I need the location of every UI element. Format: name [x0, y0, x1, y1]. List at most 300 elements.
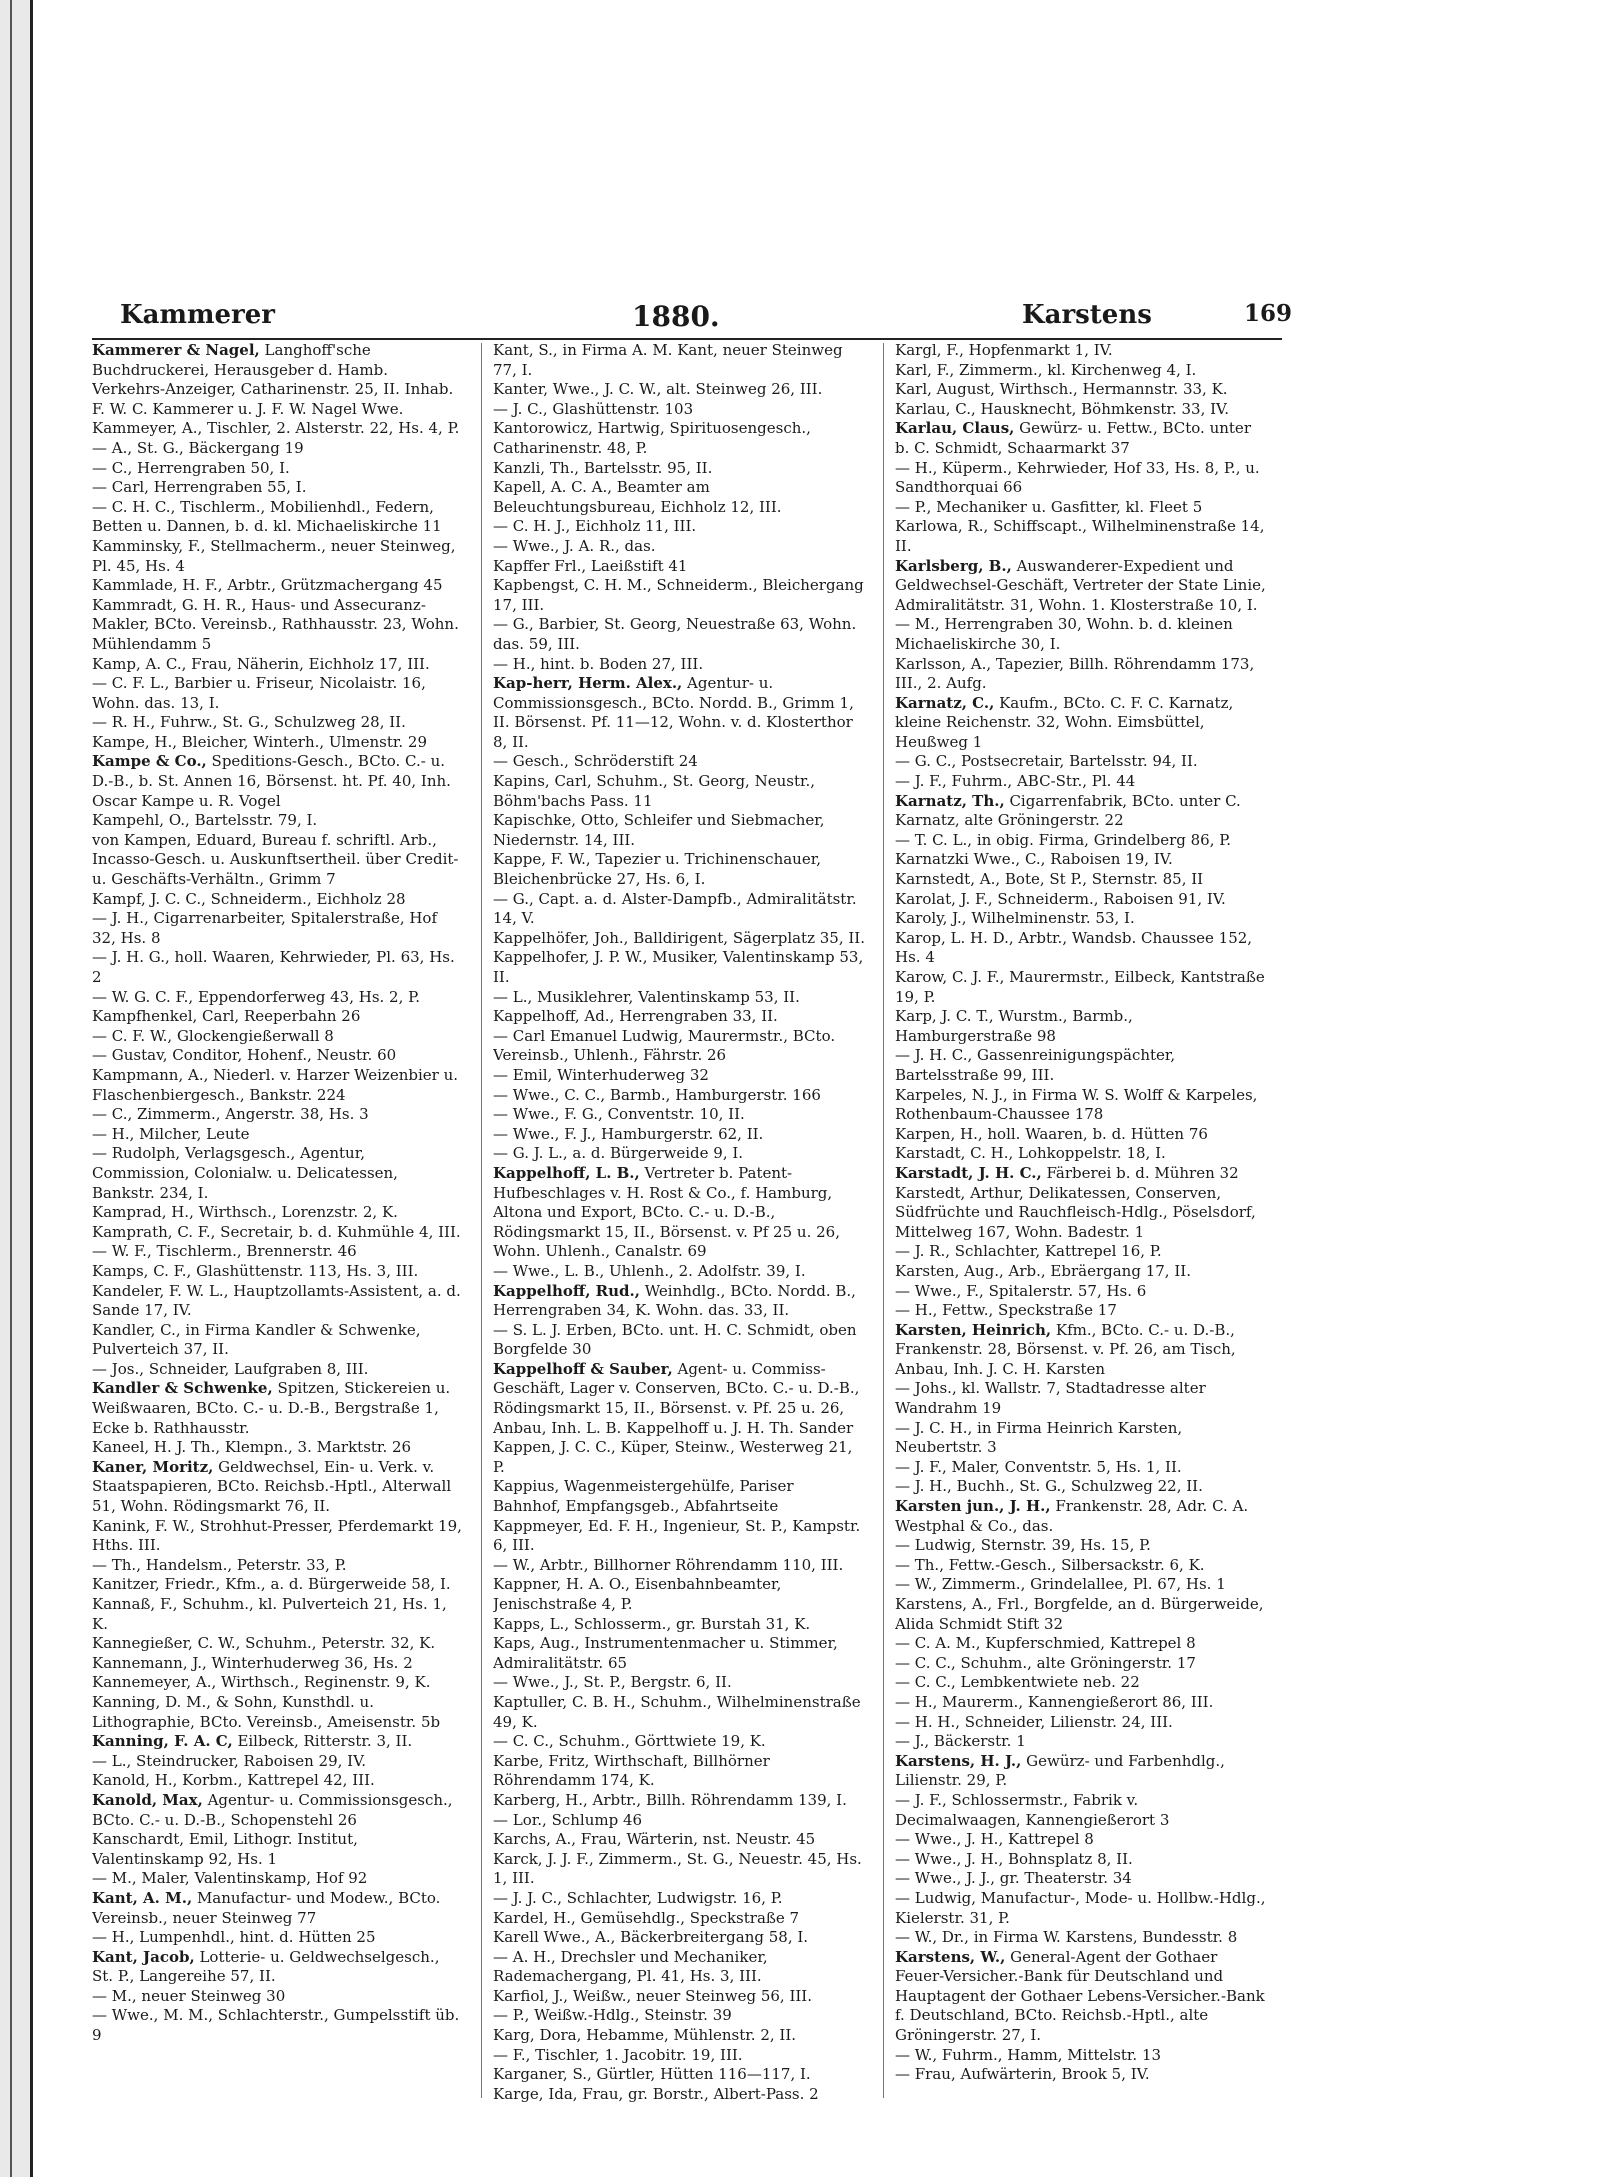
directory-entry — [92, 498, 464, 537]
entry-details: Agent- u. Commiss-Geschäft, Lager v. Conserven, BCto. C.- u. D.-B., Rödingsmarkt 15, II., Börsenst. v. Pf. 25 u. 26, Anbau, Inh. L. B. Kappelhoff u. J. H. Th. Sander — [493, 1359, 860, 1437]
entry-details: Kanink, F. W., Strohhut-Presser, Pferdemarkt 19, Hths. III. — [92, 1516, 462, 1555]
directory-entry — [92, 419, 464, 439]
directory-entry — [895, 1184, 1267, 1243]
entry-details: Karpen, H., holl. Waaren, b. d. Hütten 76 — [895, 1124, 1208, 1143]
entry-details: — J. H., Buchh., St. G., Schulzweg 22, II. — [895, 1477, 1203, 1496]
directory-entry — [493, 1732, 865, 1752]
directory-entry — [92, 1438, 464, 1458]
directory-entry — [92, 478, 464, 498]
directory-entry — [493, 2026, 865, 2046]
entry-details: — C. H. C., Tischlerm., Mobilienhdl., Federn, Betten u. Dannen, b. d. kl. Michaeliskirche 11 — [92, 497, 442, 536]
entry-details: Kapins, Carl, Schuhm., St. Georg, Neustr., Böhm'bachs Pass. 11 — [493, 772, 816, 810]
directory-entry — [895, 1125, 1267, 1145]
column-divider — [481, 343, 482, 2098]
directory-entry — [92, 1948, 464, 1987]
entry-details: — G. J. L., a. d. Bürgerweide 9, I. — [493, 1144, 744, 1163]
entry-name: Kant, A. M., — [92, 1888, 193, 1907]
entry-details: Karpeles, N. J., in Firma W. S. Wolff & Karpeles, Rothenbaum-Chaussee 178 — [895, 1085, 1258, 1124]
directory-entry — [895, 1242, 1267, 1262]
running-head-right: Karstens — [1022, 300, 1152, 330]
entry-details: Kanzli, Th., Bartelsstr. 95, II. — [493, 458, 713, 477]
directory-entry — [92, 1654, 464, 1674]
directory-entry — [895, 1458, 1267, 1478]
entry-details: — L., Musiklehrer, Valentinskamp 53, II. — [493, 987, 800, 1006]
directory-entry — [493, 1164, 865, 1262]
entry-details: Karbe, Fritz, Wirthschaft, Billhörner Röhrendamm 174, K. — [493, 1751, 770, 1790]
entry-details: — Jos., Schneider, Laufgraben 8, III. — [92, 1359, 369, 1378]
directory-entry — [895, 1086, 1267, 1125]
entry-details: — C. C., Schuhm., Görttwiete 19, K. — [493, 1732, 766, 1751]
entry-details: — Ludwig, Manufactur-, Mode- u. Hollbw.-Hdlg., Kielerstr. 31, P. — [895, 1888, 1266, 1927]
directory-column-1 — [92, 341, 464, 2111]
entry-details: Kampf, J. C. C., Schneiderm., Eichholz 28 — [92, 889, 406, 908]
directory-entry — [92, 1066, 464, 1105]
entry-details: Kandler, C., in Firma Kandler & Schwenke, Pulverteich 37, II. — [92, 1320, 421, 1359]
entry-details: — H., Maurerm., Kannengießerort 86, III. — [895, 1692, 1214, 1711]
entry-details: Karoly, J., Wilhelminenstr. 53, I. — [895, 909, 1135, 928]
entry-details: Manufactur- und Modew., BCto. Vereinsb., neuer Steinweg 77 — [92, 1888, 441, 1927]
entry-details: — W., Fuhrm., Hamm, Mittelstr. 13 — [895, 2045, 1162, 2064]
directory-entry — [895, 655, 1267, 694]
entry-details: — Wwe., F. G., Conventstr. 10, II. — [493, 1105, 745, 1124]
directory-entry — [493, 1909, 865, 1929]
directory-entry — [895, 1144, 1267, 1164]
directory-entry — [493, 1575, 865, 1614]
entry-name: Kammerer & Nagel, — [92, 341, 260, 359]
directory-entry — [895, 1379, 1267, 1418]
entry-details: Kappius, Wagenmeistergehülfe, Pariser Bahnhof, Empfangsgeb., Abfahrtseite — [493, 1477, 794, 1516]
directory-entry — [493, 1105, 865, 1125]
entry-details: Kampe, H., Bleicher, Winterh., Ulmenstr. 29 — [92, 732, 427, 751]
directory-entry — [493, 2065, 865, 2085]
directory-entry — [493, 1517, 865, 1556]
entry-details: Kfm., BCto. C.- u. D.-B., Frankenstr. 28, Börsenst. v. Pf. 26, am Tisch, Anbau, Inh. J. C. H. Karsten — [895, 1320, 1236, 1378]
directory-entry — [895, 1497, 1267, 1536]
entry-details: Kamp, A. C., Frau, Näherin, Eichholz 17, III. — [92, 654, 430, 673]
entry-details: Kapbengst, C. H. M., Schneiderm., Bleichergang 17, III. — [493, 576, 864, 614]
entry-details: — C. C., Lembkentwiete neb. 22 — [895, 1673, 1140, 1692]
directory-entry — [895, 517, 1267, 556]
entry-details: Kanter, Wwe., J. C. W., alt. Steinweg 26, III. — [493, 380, 823, 399]
directory-entry — [493, 1086, 865, 1106]
directory-entry — [895, 1595, 1267, 1634]
entry-details: Frankenstr. 28, Adr. C. A. Westphal & Co., das. — [895, 1497, 1249, 1535]
directory-entry — [92, 1125, 464, 1145]
directory-entry — [895, 1889, 1267, 1928]
directory-entry — [895, 929, 1267, 968]
entry-details: — C., Zimmerm., Angerstr. 38, Hs. 3 — [92, 1105, 369, 1124]
entry-details: Kargl, F., Hopfenmarkt 1, IV. — [895, 341, 1113, 359]
entry-details: Vertreter b. Patent-Hufbeschlages v. H. Rost & Co., f. Hamburg, Altona und Export, BCto. C.- u. D.-B., Rödingsmarkt 15, II., Börsenst. v. Pf 25 u. 26, Wohn. Uhlenh., Canalstr. 69 — [493, 1163, 840, 1261]
entry-details: — Carl Emanuel Ludwig, Maurermstr., BCto. Vereinsb., Uhlenh., Fährstr. 26 — [493, 1026, 836, 1065]
entry-details: Karop, L. H. D., Arbtr., Wandsb. Chaussee 152, Hs. 4 — [895, 928, 1253, 967]
entry-details: Kamminsky, F., Stellmacherm., neuer Steinweg, Pl. 45, Hs. 4 — [92, 536, 456, 575]
entry-details: Kanitzer, Friedr., Kfm., a. d. Bürgerweide 58, I. — [92, 1575, 451, 1594]
entry-details: Kappe, F. W., Tapezier u. Trichinenschauer, Bleichenbrücke 27, Hs. 6, I. — [493, 850, 822, 889]
directory-entry — [493, 1693, 865, 1732]
entry-details: Karstedt, Arthur, Delikatessen, Conserven, Südfrüchte und Rauchfleisch-Hdlg., Pöselsdorf, Mittelweg 167, Wohn. Badestr. 1 — [895, 1183, 1256, 1241]
directory-entry — [895, 2065, 1267, 2085]
entry-details: — C. F. W., Glockengießerwall 8 — [92, 1026, 334, 1045]
entry-details: — Emil, Winterhuderweg 32 — [493, 1065, 709, 1084]
entry-details: Kanning, D. M., & Sohn, Kunsthdl. u. Lithographie, BCto. Vereinsb., Ameisenstr. 5b — [92, 1692, 441, 1731]
directory-entry — [493, 929, 865, 949]
directory-entry — [493, 1791, 865, 1811]
directory-entry — [895, 1477, 1267, 1497]
entry-details: — Carl, Herrengraben 55, I. — [92, 478, 307, 497]
directory-entry — [92, 1203, 464, 1223]
entry-details: Karganer, S., Gürtler, Hütten 116—117, I. — [493, 2065, 811, 2084]
directory-entry — [895, 1164, 1267, 1184]
directory-entry — [92, 1791, 464, 1830]
entry-name: Karlsberg, B., — [895, 556, 1012, 575]
directory-entry — [895, 361, 1267, 381]
directory-entry — [493, 459, 865, 479]
entry-details: Geldwechsel, Ein- u. Verk. v. Staatspapieren, BCto. Reichsb.-Hptl., Alterwall 51, Wohn. Rödingsmarkt 76, II. — [92, 1457, 452, 1516]
column-divider — [883, 343, 884, 2098]
entry-details: Kandeler, F. W. L., Hauptzollamts-Assistent, a. d. Sande 17, IV. — [92, 1281, 461, 1320]
entry-details: — W. F., Tischlerm., Brennerstr. 46 — [92, 1242, 357, 1261]
directory-entry — [493, 1282, 865, 1321]
directory-entry — [493, 1615, 865, 1635]
entry-details: — M., neuer Steinweg 30 — [92, 1986, 286, 2005]
entry-details: — Wwe., F., Spitalerstr. 57, Hs. 6 — [895, 1281, 1147, 1300]
directory-entry — [92, 1360, 464, 1380]
directory-entry — [493, 811, 865, 850]
directory-entry — [493, 400, 865, 420]
directory-entry — [895, 1007, 1267, 1046]
running-head-year: 1880. — [632, 300, 720, 333]
entry-name: Karstadt, J. H. C., — [895, 1163, 1042, 1182]
directory-entry — [493, 419, 865, 458]
entry-details: Karell Wwe., A., Bäckerbreitergang 58, I. — [493, 1928, 809, 1947]
entry-details: Färberei b. d. Mühren 32 — [1041, 1163, 1239, 1182]
entry-details: — J. H. G., holl. Waaren, Kehrwieder, Pl. 63, Hs. 2 — [92, 948, 455, 986]
entry-details: Karl, August, Wirthsch., Hermannstr. 33, K. — [895, 380, 1228, 399]
entry-details: — H., hint. b. Boden 27, III. — [493, 654, 704, 673]
entry-details: — Gesch., Schröderstift 24 — [493, 752, 698, 771]
entry-details: Kammradt, G. H. R., Haus- und Assecuranz-Makler, BCto. Vereinsb., Rathhausstr. 23, Wohn. Mühlendamm 5 — [92, 595, 459, 653]
directory-entry — [895, 1575, 1267, 1595]
entry-details: Kappelhöfer, Joh., Balldirigent, Sägerplatz 35, II. — [493, 928, 865, 947]
directory-entry — [92, 576, 464, 596]
entry-details: Kanold, H., Korbm., Kattrepel 42, III. — [92, 1771, 375, 1790]
directory-entry — [92, 1987, 464, 2007]
directory-entry — [493, 1360, 865, 1438]
entry-details: Kapps, L., Schlosserm., gr. Burstah 31, K. — [493, 1614, 811, 1633]
entry-details: — P., Weißw.-Hdlg., Steinstr. 39 — [493, 2006, 732, 2025]
directory-entry — [493, 1752, 865, 1791]
directory-entry — [895, 459, 1267, 498]
directory-entry — [92, 655, 464, 675]
directory-entry — [92, 1379, 464, 1438]
book-spine-edge — [0, 0, 33, 2177]
entry-name: Kampe & Co., — [92, 752, 207, 771]
entry-details: — J. R., Schlachter, Kattrepel 16, P. — [895, 1242, 1162, 1261]
directory-entry — [92, 1575, 464, 1595]
directory-entry — [92, 596, 464, 655]
directory-entry — [493, 988, 865, 1008]
directory-entry — [92, 1321, 464, 1360]
entry-details: — R. H., Fuhrw., St. G., Schulzweg 28, II. — [92, 713, 406, 732]
directory-entry — [493, 576, 865, 615]
directory-entry — [493, 655, 865, 675]
directory-column-3 — [895, 341, 1267, 2111]
entry-details: — M., Maler, Valentinskamp, Hof 92 — [92, 1869, 368, 1888]
entry-details: — Wwe., J. H., Bohnsplatz 8, II. — [895, 1849, 1133, 1868]
directory-entry — [895, 890, 1267, 910]
directory-entry — [92, 1771, 464, 1791]
directory-entry — [493, 1850, 865, 1889]
entry-details: Kampehl, O., Bartelsstr. 79, I. — [92, 811, 318, 830]
entry-details: — C. A. M., Kupferschmied, Kattrepel 8 — [895, 1634, 1196, 1653]
directory-entry — [493, 380, 865, 400]
directory-entry — [493, 1027, 865, 1066]
entry-details: — W., Arbtr., Billhorner Röhrendamm 110, III. — [493, 1555, 844, 1574]
directory-entry — [895, 1791, 1267, 1830]
directory-entry — [895, 1262, 1267, 1282]
directory-entry — [92, 1869, 464, 1889]
directory-entry — [493, 1811, 865, 1831]
directory-entry — [895, 1830, 1267, 1850]
entry-details: — Wwe., F. J., Hamburgerstr. 62, II. — [493, 1124, 764, 1143]
directory-entry — [493, 948, 865, 987]
directory-entry — [92, 1928, 464, 1948]
entry-details: Kaptuller, C. B. H., Schuhm., Wilhelminenstraße 49, K. — [493, 1692, 861, 1731]
entry-details: — Th., Fettw.-Gesch., Silbersackstr. 6, K. — [895, 1555, 1205, 1574]
directory-entry — [493, 2046, 865, 2066]
entry-details: — J. C., Glashüttenstr. 103 — [493, 399, 694, 418]
entry-details: Agentur- u. Commissionsgesch., BCto. C.- u. D.-B., Schopenstehl 26 — [92, 1790, 453, 1829]
page-header — [92, 300, 1293, 340]
entry-details: — Wwe., J. H., Kattrepel 8 — [895, 1830, 1094, 1849]
entry-name: Kandler & Schwenke, — [92, 1379, 273, 1398]
directory-entry — [493, 772, 865, 811]
directory-entry — [895, 792, 1267, 831]
directory-entry — [92, 459, 464, 479]
entry-details: Kappelhofer, J. P. W., Musiker, Valentinskamp 53, II. — [493, 948, 864, 986]
entry-details: — Wwe., L. B., Uhlenh., 2. Adolfstr. 39, I. — [493, 1261, 806, 1280]
directory-entry — [895, 909, 1267, 929]
directory-entry — [895, 380, 1267, 400]
entry-details: von Kampen, Eduard, Bureau f. schriftl. Arb., Incasso-Gesch. u. Auskunftsertheil. über Credit- u. Geschäfts-Verhältn., Grimm 7 — [92, 830, 459, 889]
directory-entry — [895, 1301, 1267, 1321]
entry-details: — L., Steindrucker, Raboisen 29, IV. — [92, 1751, 367, 1770]
directory-entry — [493, 752, 865, 772]
entry-name: Kap-herr, Herm. Alex., — [493, 674, 683, 693]
directory-entry — [895, 615, 1267, 654]
entry-details: Agentur- u. Commissionsgesch., BCto. Nordd. B., Grimm 1, II. Börsenst. Pf. 11—12, Wohn. v. d. Klosterthor 8, II. — [493, 674, 854, 751]
entry-details: — Ludwig, Sternstr. 39, Hs. 15, P. — [895, 1536, 1151, 1555]
directory-entry — [493, 1007, 865, 1027]
entry-details: Karlau, C., Hausknecht, Böhmkenstr. 33, IV. — [895, 399, 1230, 418]
entry-details: — C., Herrengraben 50, I. — [92, 458, 290, 477]
directory-entry — [92, 948, 464, 987]
directory-entry — [92, 439, 464, 459]
directory-entry — [895, 831, 1267, 851]
entry-name: Kanning, F. A. C, — [92, 1732, 233, 1751]
entry-details: — J. H., Cigarrenarbeiter, Spitalerstraße, Hof 32, Hs. 8 — [92, 909, 438, 947]
entry-details: Cigarrenfabrik, BCto. unter C. Karnatz, alte Gröningerstr. 22 — [895, 791, 1241, 830]
entry-details: — A. H., Drechsler und Mechaniker, Rademachergang, Pl. 41, Hs. 3, III. — [493, 1947, 768, 1986]
entry-details: Kantorowicz, Hartwig, Spirituosengesch., Catharinenstr. 48, P. — [493, 419, 811, 457]
directory-entry — [895, 772, 1267, 792]
entry-name: Karstens, W., — [895, 1947, 1006, 1966]
directory-entry — [895, 870, 1267, 890]
directory-entry — [92, 1752, 464, 1772]
entry-details: — H. H., Schneider, Lilienstr. 24, III. — [895, 1712, 1173, 1731]
entry-details: Speditions-Gesch., BCto. C.- u. D.-B., b. St. Annen 16, Börsenst. ht. Pf. 40, Inh. Oscar Kampe u. R. Vogel — [92, 752, 451, 810]
directory-entry — [493, 2006, 865, 2026]
entry-details: Karsten, Aug., Arb., Ebräergang 17, II. — [895, 1261, 1191, 1280]
entry-details: Eilbeck, Ritterstr. 3, II. — [232, 1732, 413, 1751]
directory-entry — [92, 831, 464, 890]
entry-details: — Frau, Aufwärterin, Brook 5, IV. — [895, 2065, 1150, 2084]
entry-details: Kappner, H. A. O., Eisenbahnbeamter, Jenischstraße 4, P. — [493, 1575, 782, 1613]
directory-entry — [92, 1634, 464, 1654]
page-number: 169 — [1244, 300, 1293, 327]
directory-entry — [92, 890, 464, 910]
entry-details: — W., Dr., in Firma W. Karstens, Bundesstr. 8 — [895, 1928, 1238, 1947]
directory-entry — [92, 341, 464, 419]
entry-details: Lotterie- u. Geldwechselgesch., St. P., Langereihe 57, II. — [92, 1947, 440, 1986]
entry-details: Kampfhenkel, Carl, Reeperbahn 26 — [92, 1007, 361, 1026]
entry-name: Karstens, H. J., — [895, 1751, 1022, 1770]
entry-details: Karge, Ida, Frau, gr. Borstr., Albert-Pass. 2 — [493, 2084, 819, 2103]
directory-entry — [493, 1634, 865, 1673]
entry-details: Kaps, Aug., Instrumentenmacher u. Stimmer, Admiralitätstr. 65 — [493, 1634, 838, 1672]
directory-entry — [92, 713, 464, 733]
entry-details: Karchs, A., Frau, Wärterin, nst. Neustr. 45 — [493, 1830, 816, 1849]
entry-details: — C. H. J., Eichholz 11, III. — [493, 517, 697, 536]
directory-entry — [493, 1262, 865, 1282]
directory-entry — [895, 1321, 1267, 1380]
directory-entry — [895, 968, 1267, 1007]
directory-entry — [92, 733, 464, 753]
entry-details: — Wwe., J., St. P., Bergstr. 6, II. — [493, 1673, 732, 1692]
directory-entry — [493, 1948, 865, 1987]
directory-entry — [895, 557, 1267, 616]
directory-entry — [493, 1438, 865, 1477]
entry-details: Kannemeyer, A., Wirthsch., Reginenstr. 9, K. — [92, 1673, 431, 1692]
directory-entry — [493, 341, 865, 380]
entry-details: Karnstedt, A., Bote, St P., Sternstr. 85, II — [895, 870, 1204, 889]
directory-entry — [493, 557, 865, 577]
entry-details: — Wwe., J. J., gr. Theaterstr. 34 — [895, 1869, 1132, 1888]
entry-details: Langhoff'sche Buchdruckerei, Herausgeber d. Hamb. Verkehrs-Anzeiger, Catharinenstr. 25, II. Inhab. F. W. C. Kammerer u. J. F. W. Nagel Wwe. — [92, 341, 454, 418]
directory-entry — [92, 1262, 464, 1282]
entry-details: — T. C. L., in obig. Firma, Grindelberg 86, P. — [895, 830, 1232, 849]
entry-details: Karolat, J. F., Schneiderm., Raboisen 91, IV. — [895, 889, 1226, 908]
directory-entry — [493, 1830, 865, 1850]
directory-entry — [493, 537, 865, 557]
directory-entry — [92, 1105, 464, 1125]
entry-details: Gewürz- u. Fettw., BCto. unter b. C. Schmidt, Schaarmarkt 37 — [895, 419, 1251, 457]
entry-details: Kappen, J. C. C., Küper, Steinw., Westerweg 21, P. — [493, 1438, 853, 1476]
entry-name: Kant, Jacob, — [92, 1947, 195, 1966]
entry-details: Auswanderer-Expedient und Geldwechsel-Geschäft, Vertreter der State Linie, Admiralitätstr. 31, Wohn. 1. Klosterstraße 10, I. — [895, 556, 1266, 614]
entry-details: Kappelhoff, Ad., Herrengraben 33, II. — [493, 1007, 778, 1026]
entry-name: Kappelhoff, Rud., — [493, 1281, 640, 1300]
entry-details: — H., Fettw., Speckstraße 17 — [895, 1301, 1117, 1320]
entry-details: Karfiol, J., Weißw., neuer Steinweg 56, III. — [493, 1986, 812, 2005]
entry-details: Kanschardt, Emil, Lithogr. Institut, Valentinskamp 92, Hs. 1 — [92, 1830, 358, 1868]
directory-entry — [92, 1282, 464, 1321]
entry-details: — S. L. J. Erben, BCto. unt. H. C. Schmidt, oben Borgfelde 30 — [493, 1320, 857, 1359]
directory-entry — [895, 1713, 1267, 1733]
directory-entry — [92, 1693, 464, 1732]
entry-details: — H., Küperm., Kehrwieder, Hof 33, Hs. 8, P., u. Sandthorquai 66 — [895, 458, 1260, 497]
directory-entry — [92, 2006, 464, 2045]
entry-details: — Wwe., J. A. R., das. — [493, 536, 656, 555]
entry-details: Kannegießer, C. W., Schuhm., Peterstr. 32, K. — [92, 1634, 436, 1653]
directory-entry — [92, 674, 464, 713]
entry-details: Kannaß, F., Schuhm., kl. Pulverteich 21, Hs. 1, K. — [92, 1595, 447, 1633]
entry-name: Karlau, Claus, — [895, 419, 1015, 438]
entry-details: Kamprath, C. F., Secretair, b. d. Kuhmühle 4, III. — [92, 1222, 461, 1241]
entry-details: Kamprad, H., Wirthsch., Lorenzstr. 2, K. — [92, 1203, 398, 1222]
entry-details: — C. C., Schuhm., alte Gröningerstr. 17 — [895, 1653, 1196, 1672]
entry-details: Karberg, H., Arbtr., Billh. Röhrendamm 139, I. — [493, 1790, 847, 1809]
directory-entry — [895, 1948, 1267, 2046]
entry-details: — H., Milcher, Leute — [92, 1124, 250, 1143]
entry-details: Karnatzki Wwe., C., Raboisen 19, IV. — [895, 850, 1173, 869]
entry-details: Kamps, C. F., Glashüttenstr. 113, Hs. 3, III. — [92, 1261, 419, 1280]
entry-details: Karlsson, A., Tapezier, Billh. Röhrendamm 173, III., 2. Aufg. — [895, 654, 1255, 693]
entry-details: — Gustav, Conditor, Hohenf., Neustr. 60 — [92, 1046, 397, 1065]
entry-details: — J. J. C., Schlachter, Ludwigstr. 16, P. — [493, 1888, 783, 1907]
directory-entry — [895, 1752, 1267, 1791]
directory-entry — [92, 1242, 464, 1262]
directory-entry — [895, 850, 1267, 870]
directory-entry — [92, 1046, 464, 1066]
entry-name: Karsten, Heinrich, — [895, 1320, 1052, 1339]
entry-details: — Lor., Schlump 46 — [493, 1810, 643, 1829]
entry-details: Karstadt, C. H., Lohkoppelstr. 18, I. — [895, 1144, 1166, 1163]
directory-entry — [92, 1732, 464, 1752]
entry-details: — W., Zimmerm., Grindelallee, Pl. 67, Hs. 1 — [895, 1575, 1226, 1594]
entry-details: — J., Bäckerstr. 1 — [895, 1732, 1026, 1751]
directory-entry — [92, 1556, 464, 1576]
entry-details: — J. F., Maler, Conventstr. 5, Hs. 1, II. — [895, 1457, 1182, 1476]
entry-details: — Wwe., C. C., Barmb., Hamburgerstr. 166 — [493, 1085, 821, 1104]
entry-details: Spitzen, Stickereien u. Weißwaaren, BCto. C.- u. D.-B., Bergstraße 1, Ecke b. Rathhausstr. — [92, 1379, 451, 1437]
directory-entry — [895, 1046, 1267, 1085]
entry-details: Kappmeyer, Ed. F. H., Ingenieur, St. P., Kampstr. 6, III. — [493, 1516, 861, 1555]
directory-entry — [493, 1321, 865, 1360]
directory-entry — [493, 615, 865, 654]
entry-name: Kappelhoff & Sauber, — [493, 1359, 673, 1378]
directory-entry — [895, 1654, 1267, 1674]
directory-entry — [493, 1066, 865, 1086]
directory-entry — [92, 537, 464, 576]
entry-details: Kannemann, J., Winterhuderweg 36, Hs. 2 — [92, 1653, 413, 1672]
directory-entry — [493, 1889, 865, 1909]
entry-details: General-Agent der Gothaer Feuer-Versicher.-Bank für Deutschland und Hauptagent der Gothaer Lebens-Versicher.-Bank f. Deutschland, BCto. Reichsb.-Hptl., alte Gröningerstr. 27, I. — [895, 1947, 1265, 2045]
entry-details: Kaufm., BCto. C. F. C. Karnatz, kleine Reichenstr. 32, Wohn. Eimsbüttel, Heußweg 1 — [895, 693, 1234, 751]
entry-name: Karsten jun., J. H., — [895, 1497, 1051, 1516]
entry-details: — J. C. H., in Firma Heinrich Karsten, Neubertstr. 3 — [895, 1418, 1183, 1457]
entry-details: — J. H. C., Gassenreinigungspächter, Bartelsstraße 99, III. — [895, 1046, 1176, 1084]
directory-entry — [895, 1850, 1267, 1870]
entry-details: Kaneel, H. J. Th., Klempn., 3. Marktstr. 26 — [92, 1438, 412, 1457]
directory-entry — [92, 1223, 464, 1243]
entry-details: Kapischke, Otto, Schleifer und Siebmacher, Niedernstr. 14, III. — [493, 811, 825, 849]
entry-details: Karl, F., Zimmerm., kl. Kirchenweg 4, I. — [895, 360, 1197, 379]
directory-entry — [895, 752, 1267, 772]
directory-entry — [493, 1673, 865, 1693]
entry-details: Kampmann, A., Niederl. v. Harzer Weizenbier u. Flaschenbiergesch., Bankstr. 224 — [92, 1065, 459, 1104]
